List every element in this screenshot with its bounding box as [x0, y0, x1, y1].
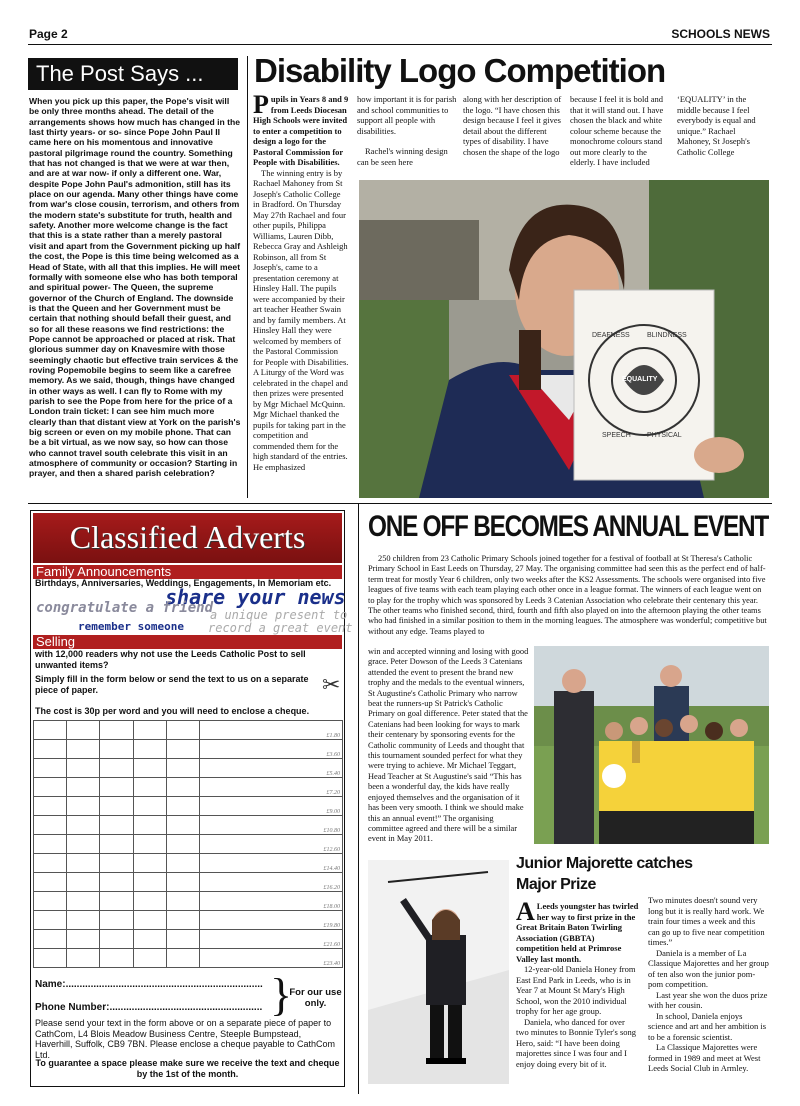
- column-divider: [247, 56, 248, 498]
- word-cell[interactable]: [133, 854, 166, 873]
- word-cell[interactable]: [67, 949, 100, 968]
- majorette-illustration: [368, 860, 509, 1084]
- word-cell[interactable]: [34, 835, 67, 854]
- selling-line-2: Simply fill in the form below or send the text to us on a separate piece of paper.: [35, 674, 309, 695]
- word-cell[interactable]: [133, 759, 166, 778]
- word-cell[interactable]: [67, 797, 100, 816]
- grid-row: [34, 721, 343, 740]
- word-cell[interactable]: [166, 854, 199, 873]
- grid-row: [34, 892, 343, 911]
- price-cell[interactable]: £18.00: [200, 892, 343, 911]
- section-name: SCHOOLS NEWS: [671, 27, 770, 41]
- word-cell[interactable]: [100, 740, 133, 759]
- word-cell[interactable]: [34, 911, 67, 930]
- office-use: For our use only.: [289, 987, 342, 1009]
- price-cell[interactable]: £9.00: [200, 797, 343, 816]
- price-cell[interactable]: £3.60: [200, 740, 343, 759]
- grid-row: [34, 949, 343, 968]
- word-cell[interactable]: [34, 721, 67, 740]
- disability-lead: upils in Years 8 and 9 from Leeds Diocesan High Schools were invited to enter a competition to design a logo for the Pastoral Commission for People with Disabilities.: [253, 94, 349, 167]
- word-cell[interactable]: [67, 873, 100, 892]
- word-cell[interactable]: [100, 759, 133, 778]
- grid-row: [34, 873, 343, 892]
- price-cell[interactable]: £7.20: [200, 778, 343, 797]
- word-cell[interactable]: [67, 854, 100, 873]
- drop-cap: P: [253, 90, 269, 119]
- word-cell[interactable]: [133, 721, 166, 740]
- send-instructions: Please send your text in the form above or on a separate piece of paper to CathCom, L4 Blois Meadow Business Centre, Steeple Bumpstead, Haverhill, Suffolk, CB9 7BN. Please enclose a cheque payable to CathCom Ltd.: [35, 1018, 336, 1060]
- word-cell[interactable]: [100, 911, 133, 930]
- family-line: Birthdays, Anniversaries, Weddings, Engagements, In Memoriam etc.: [35, 578, 332, 588]
- majorette-c2p2: Daniela is a member of La Classique Majorettes and her group of ten also won the junior pom-pom competition.: [648, 947, 769, 989]
- disability-col-2: [357, 94, 457, 167]
- word-cell[interactable]: [166, 873, 199, 892]
- price-cell[interactable]: £14.40: [200, 854, 343, 873]
- price-cell[interactable]: £1.80: [200, 721, 343, 740]
- majorette-p1: 12-year-old Daniela Honey from East End Park in Leeds, who is in Year 7 at Mount St Mary's High School, won the 2010 individual trophy for her age group.: [516, 964, 636, 1016]
- disability-col-2-text-b: Rachel's winning design can be seen here: [357, 146, 448, 167]
- logo-word: PHYSICAL: [647, 432, 682, 439]
- word-cell[interactable]: [133, 778, 166, 797]
- word-cell[interactable]: [166, 835, 199, 854]
- slogan-record: record a great event: [208, 621, 353, 635]
- word-cell[interactable]: [34, 892, 67, 911]
- majorette-lead: Leeds youngster has twirled her way to first prize in the Great Britain Baton Twirling Association (GBBTA) competition held at Primrose Valley last month.: [516, 901, 639, 964]
- majorette-headline-2: Major Prize: [516, 876, 596, 893]
- word-cell[interactable]: [100, 778, 133, 797]
- grid-row: [34, 835, 343, 854]
- header-rule: [28, 44, 772, 45]
- grid-row: [34, 816, 343, 835]
- majorette-c2p5: La Classique Majorettes were formed in 1989 and meet at West Leeds Social Club in Armley.: [648, 1042, 761, 1073]
- price-cell[interactable]: £12.60: [200, 835, 343, 854]
- word-cell[interactable]: [100, 930, 133, 949]
- brace: }: [270, 969, 293, 1020]
- word-cell[interactable]: [100, 854, 133, 873]
- logo-word: DEAFNESS: [592, 332, 630, 339]
- price-cell[interactable]: £5.40: [200, 759, 343, 778]
- grid-row: [34, 930, 343, 949]
- disability-headline: Disability Logo Competition: [254, 52, 666, 89]
- post-says-body: When you pick up this paper, the Pope's visit will be only three months ahead. The detail of the arrangements shows how much has changed in the last thirty years- or so- since Pope John Paul II came here on his momentous and innovative pastoral pilgrimage round the country. Something that has not changed is that we were at war then, and are at war now- if only a different one. War, despite Pope John Paul's admonition, still has its place on our agenda. Many other things have come from war's close cousin, terrorism, and others from the modern state's substitute for truth, health and safety. Another more welcome change is the fact that this is a state rather than a merely pastoral visit and apart from the Government picking up half the cost, the Pope is this time being welcomed as a Head of State, with all that this implies. He will meet formally with someone else who has both temporal and spiritual power- The Queen, the supreme governor of the Church of England. The downside is that the Queen and her Government must be certain that nothing should befall their guest, and so for all these reasons we find restrictions: the Pope cannot be approached or placed at risk. That glorious summer day on Knavesmire with those seemingly chaotic but effective train services & the roving Popemobile begins to seem like a carefree memory. As we said, though, things have changed in other ways as well. I can fly to Rome with my parish to see the Pope from here for the price of a London train ticket: I can see him much more clearly than that distant view at York on the parish's big screen or even on my mobile phone. That can be a bit virtual, as we now say, so how can those who cannot travel south celebrate this visit in an atmosphere of community or occasion? Starting in prayer, and then a shared parish celebration?: [29, 96, 241, 479]
- disability-col-1: [253, 90, 349, 472]
- football-intro: 250 children from 23 Catholic Primary Schools joined together for a festival of football at St Theresa's Catholic Primary School in East Leeds on Thursday, 27 May. The organising committee had seen this as the perfect end of half-term treat for mostly Year 6 children, only two weeks after the KS2 Assessments. The schools were organised into five leagues of five teams with each team playing each other once in a league format. The winners of each league went on to play for the trophy which was sponsored by Leeds 3 Catenian Association who celebrate their centenary this year. The other teams who finished second, third, fourth and fifth also played on into the afternoon playing the other teams who had finished in a similar position to them in the morning leagues. The atmosphere was wonderful; competitive but without any edge. Teams played to: [368, 554, 767, 636]
- word-cell[interactable]: [67, 930, 100, 949]
- classified-title: Classified Adverts: [33, 513, 342, 563]
- slogan-present: a unique present to: [210, 608, 348, 622]
- page-number: Page 2: [29, 27, 68, 41]
- word-cell[interactable]: [67, 892, 100, 911]
- disability-col-4: because I feel it is bold and that it will stand out. I have chosen the black and white colour scheme because the monochrome colours stand out more clearly to the elderly. I have included: [570, 94, 664, 167]
- word-cell[interactable]: [100, 835, 133, 854]
- majorette-c2p1: Two minutes doesn't sound very long but it is really hard work. We train four times a week and this can go up to five near competition times.”: [648, 895, 765, 947]
- phone-field[interactable]: Phone Number:.......................................................: [35, 1002, 263, 1013]
- word-cell[interactable]: [67, 816, 100, 835]
- disability-col-3: along with her description of the logo. “I have chosen this design because I feel it gives detail about the different types of disability. I have chosen the shape of the logo: [463, 94, 562, 157]
- word-cell[interactable]: [166, 721, 199, 740]
- name-field[interactable]: Name:.......................................................................: [35, 979, 263, 990]
- word-cell[interactable]: [34, 740, 67, 759]
- grid-row: [34, 797, 343, 816]
- word-cell[interactable]: [133, 911, 166, 930]
- majorette-photo: [368, 860, 509, 1084]
- word-cell[interactable]: [133, 892, 166, 911]
- word-grid[interactable]: [33, 720, 343, 968]
- grid-row: [34, 911, 343, 930]
- section-rule: [28, 503, 772, 504]
- word-cell[interactable]: [133, 873, 166, 892]
- selling-line-1: with 12,000 readers why not use the Leeds Catholic Post to sell unwanted items?: [35, 649, 306, 670]
- majorette-c2p4: In school, Daniela enjoys science and art and her ambition is to be a forensic scientist.: [648, 1010, 767, 1042]
- football-headline: ONE OFF BECOMES ANNUAL EVENT: [368, 510, 769, 543]
- word-cell[interactable]: [100, 892, 133, 911]
- word-cell[interactable]: [166, 911, 199, 930]
- majorette-col-1: [516, 897, 639, 1069]
- slogan-remember: remember someone: [78, 620, 184, 633]
- word-cell[interactable]: [166, 759, 199, 778]
- word-cell[interactable]: [133, 949, 166, 968]
- logo-center: EQUALITY: [622, 376, 658, 383]
- word-cell[interactable]: [100, 721, 133, 740]
- word-cell[interactable]: [67, 740, 100, 759]
- post-says-title: The Post Says ...: [28, 58, 238, 90]
- word-cell[interactable]: [34, 930, 67, 949]
- logo-word: SPEECH: [602, 432, 631, 439]
- word-cell[interactable]: [133, 797, 166, 816]
- football-column: win and accepted winning and losing with good grace. Peter Dowson of the Leeds 3 Catenians attended the event to present the brand new trophy and the medals to the eventual winners, St Augustine's Catholic Primary who narrow beat the runners-up St Patrick's Catholic Primary on goal difference. Peter stated that the Catenians had been looking for ways to mark their centenary by sponsoring events for the Catholic community of Leeds and thought that this tournament sounded perfect for what they were trying to achieve. Mr Michael Teggart, Head Teacher at St Augustine's said “This has been a wonderful day, the kids have really enjoyed themselves and the organisation of it has been very smooth. I think we should make this an annual event!” The organising committee agreed and there will be a similar event in May 2011.: [368, 647, 529, 844]
- word-cell[interactable]: [133, 930, 166, 949]
- grid-row: [34, 759, 343, 778]
- word-cell[interactable]: [34, 816, 67, 835]
- selling-bar: Selling: [33, 635, 342, 649]
- price-cell[interactable]: £16.20: [200, 873, 343, 892]
- disability-body: The winning entry is by Rachael Mahoney from St Joseph's Catholic College in Bradford. On Thursday May 27th Rachael and four other pupils, Philippa Williams, Lauren Dibb, Rebecca Gray and Ashleigh Robinson, all from St Joseph's, came to a presentation ceremony at Hinsley Hall. The pupils were accompanied by their art teacher Heather Swain and by family members. At Hinsley Hall they were welcomed by members of the Pastoral Commission for People with Disabilities. A Liturgy of the Word was celebrated in the chapel and then prizes were presented by Mgr Michael McQuinn. Mgr Michael thanked the pupils for taking part in the competition and commended them for the high standard of the entries. He emphasized: [253, 167, 349, 472]
- grid-row: [34, 778, 343, 797]
- cost-line: The cost is 30p per word and you will need to enclose a cheque.: [35, 706, 310, 716]
- word-cell[interactable]: [100, 873, 133, 892]
- guarantee-note: To guarantee a space please make sure we receive the text and cheque by the 1st of the month.: [35, 1058, 340, 1079]
- word-cell[interactable]: [34, 949, 67, 968]
- family-bar: Family Announcements: [33, 565, 342, 579]
- word-cell[interactable]: [67, 911, 100, 930]
- word-cell[interactable]: [67, 759, 100, 778]
- football-illustration: [534, 646, 769, 844]
- majorette-col-2: [648, 895, 769, 1074]
- word-cell[interactable]: [166, 816, 199, 835]
- word-cell[interactable]: [67, 835, 100, 854]
- grid-row: [34, 854, 343, 873]
- majorette-c2p3: Last year she won the duos prize with her cousin.: [648, 989, 768, 1010]
- word-cell[interactable]: [67, 778, 100, 797]
- word-cell[interactable]: [34, 854, 67, 873]
- logo-winner-illustration: [359, 180, 769, 498]
- word-cell[interactable]: [34, 797, 67, 816]
- word-cell[interactable]: [166, 949, 199, 968]
- football-photo: [534, 646, 769, 844]
- disability-col-2-text: how important it is for parish and school communities to support all people with disabilities.: [357, 94, 457, 136]
- word-cell[interactable]: [166, 930, 199, 949]
- slogan-congratulate: congratulate a friend: [36, 600, 214, 616]
- column-divider: [358, 504, 359, 1094]
- word-cell[interactable]: [133, 816, 166, 835]
- drop-cap: A: [516, 897, 535, 926]
- disability-col-5: ‘EQUALITY’ in the middle because I feel everybody is equal and unique.” Rachael Mahoney, St Joseph's Catholic College: [677, 94, 756, 157]
- price-cell[interactable]: £19.80: [200, 911, 343, 930]
- word-cell[interactable]: [133, 835, 166, 854]
- price-cell[interactable]: £10.80: [200, 816, 343, 835]
- word-cell[interactable]: [100, 797, 133, 816]
- majorette-headline-1: Junior Majorette catches: [516, 855, 693, 872]
- word-cell[interactable]: [100, 816, 133, 835]
- word-cell[interactable]: [133, 740, 166, 759]
- price-cell[interactable]: £23.40: [200, 949, 343, 968]
- word-cell[interactable]: [67, 721, 100, 740]
- word-cell[interactable]: [166, 778, 199, 797]
- logo-word: BLINDNESS: [647, 332, 687, 339]
- grid-row: [34, 740, 343, 759]
- word-cell[interactable]: [34, 759, 67, 778]
- word-cell[interactable]: [166, 740, 199, 759]
- word-cell[interactable]: [34, 778, 67, 797]
- word-cell[interactable]: [100, 949, 133, 968]
- word-cell[interactable]: [166, 892, 199, 911]
- word-cell[interactable]: [166, 797, 199, 816]
- logo-winner-photo: [359, 180, 769, 498]
- price-cell[interactable]: £21.60: [200, 930, 343, 949]
- slogan-share: share your news: [165, 585, 346, 609]
- majorette-p2: Daniela, who danced for over two minutes to Bonnie Tyler's song Hero, said: “I have been doing majorettes since I was four and I enjoy doing every bit of it.: [516, 1016, 637, 1069]
- scissors-icon: ✂: [322, 672, 341, 697]
- word-cell[interactable]: [34, 873, 67, 892]
